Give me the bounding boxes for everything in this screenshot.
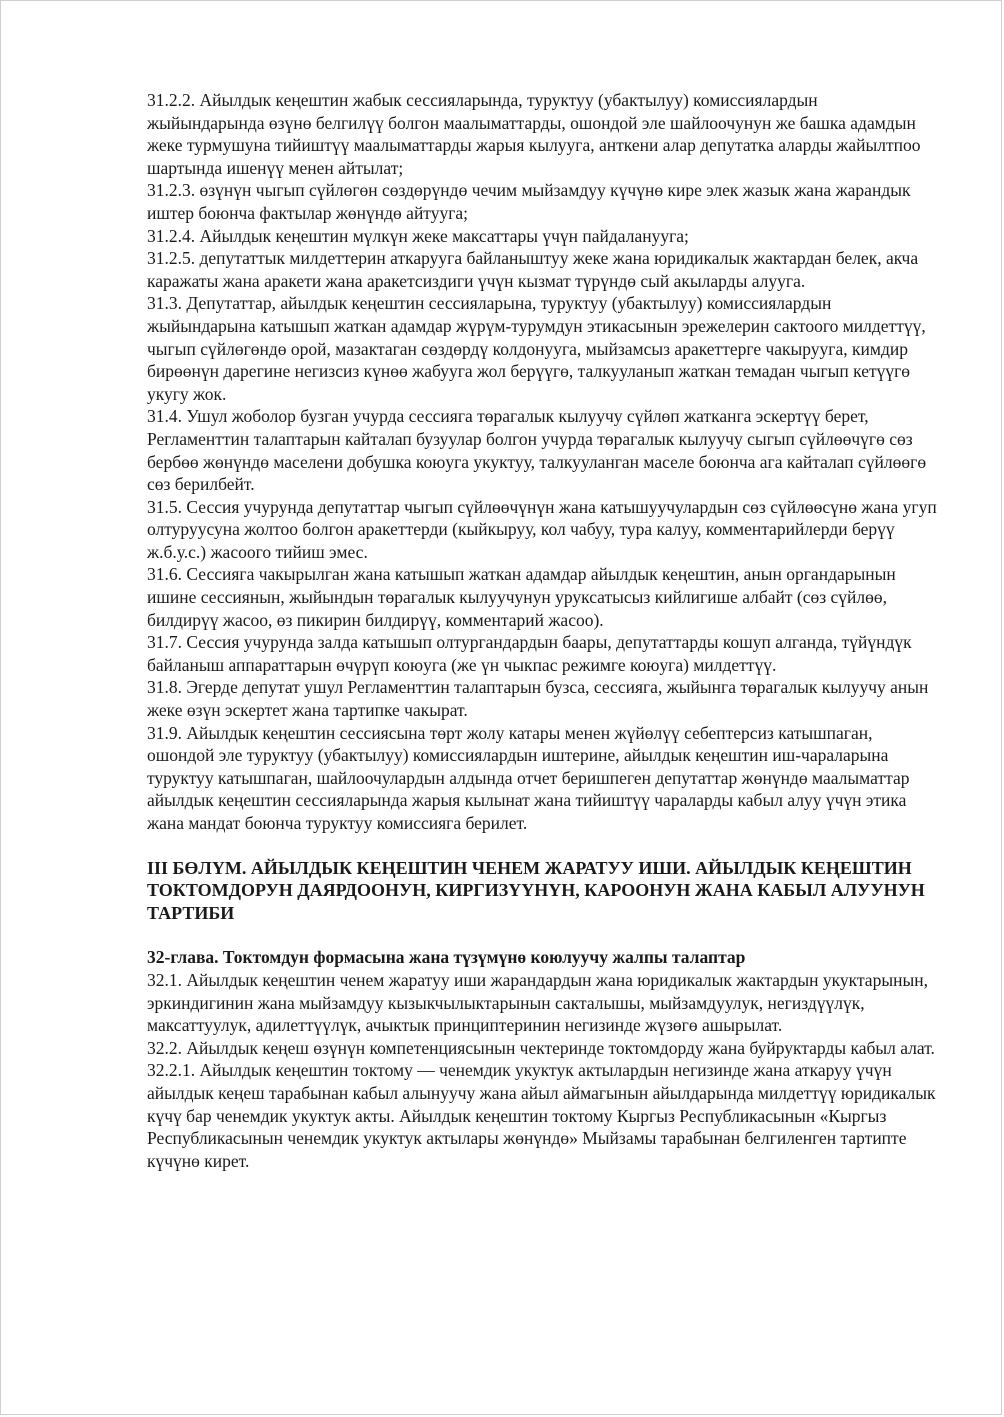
chapter-title: 32-глава. Токтомдун формасына жана түзүмүнө коюлуучу жалпы талаптар — [147, 947, 746, 968]
paragraph-31-4: 31.4. Ушул жоболор бузган учурда сессияга төрагалык кылуучу сүйлөп жатканга эскертүү берет, Регламенттин талаптарын кайталап бузуулар болгон учурда төрагалык кылуучу сыгып сүйлөөчүгө сөз бербөө жөнүндө маселени добушка коюуга укуктуу, талкууланган маселе боюнча ага кайталап сүйлөөгө сөз берилбейт. — [147, 406, 927, 495]
paragraph-31-9: 31.9. Айылдык кеңештин сессиясына төрт жолу катары менен жүйөлүү себептерсиз катышпаган, ошондой эле туруктуу (убактылуу) комиссиялардын иштерине, айылдык кеңештин иш-чараларына туруктуу катышпаган, шайлоочулардын алдында отчет беришпеген депутаттар жөнүндө маалыматтар айылдык кеңештин сессияларында жарыя кылынат жана тийиштүү чараларды кабыл алуу үчүн этика жана мандат боюнча туруктуу комиссияга берилет. — [147, 722, 910, 833]
paragraph-31-5: 31.5. Сессия учурунда депутаттар чыгып сүйлөөчүнүн жана катышуучулардын сөз сүйлөөсүнө жана угуп олтуруусуна жолтоо болгон аракеттерди (кыйкыруу, кол чабуу, тура калуу, комментарийлерди берүү ж.б.у.с.) жасоого тийиш эмес. — [147, 496, 937, 562]
section-title: III БӨЛҮМ. АЙЫЛДЫК КЕҢЕШТИН ЧЕНЕМ ЖАРАТУУ ИШИ. АЙЫЛДЫК КЕҢЕШТИН ТОКТОМДОРУН ДАЯРДООНУН, КИРГИЗҮҮНҮН, КАРООНУН ЖАНА КАБЫЛ АЛУУНУН ТАРТИБИ — [147, 857, 925, 923]
paragraph-31-7: 31.7. Сессия учурунда залда катышып олтургандардын баары, депутаттарды кошуп алганда, түйүндүк байланыш аппараттарын өчүрүп коюуга (же үн чыкпас режимге коюуга) милдеттүү. — [147, 632, 912, 675]
paragraph-32-2: 32.2. Айылдык кеңеш өзүнүн компетенциясынын чектеринде токтомдорду жана буйруктарды кабыл алат. — [147, 1037, 935, 1058]
paragraph-32-2-1: 32.2.1. Айылдык кеңештин токтому — ченемдик укуктук актылардын негизинде жана аткаруу үчүн айылдык кеңеш тарабынан кабыл алынуучу жана айыл аймагынын айылдарында милдеттүү юридикалык күчү бар ченемдик укуктук акты. Айылдык кеңештин токтому Кыргыз Республикасынын «Кыргыз Республикасынын ченемдик укуктук актылары жөнүндө» Мыйзамы тарабынан белгиленген тартипте күчүнө кирет. — [147, 1060, 936, 1171]
paragraph-31-2-5: 31.2.5. депутаттык милдеттерин аткарууга байланыштуу жеке жана юридикалык жактардан белек, акча каражаты жана аракети жана аракетсиздиги үчүн кызмат түрүндө сый акыларды алууга. — [147, 248, 919, 291]
paragraph-31-2-3: 31.2.3. өзүнүн чыгып сүйлөгөн сөздөрүндө чечим мыйзамдуу күчүнө кире элек жазык жана жарандык иштер боюнча фактылар жөнүндө айтууга; — [147, 180, 911, 223]
document-body — [147, 89, 937, 1172]
paragraph-31-6: 31.6. Сессияга чакырылган жана катышып жаткан адамдар айылдык кеңештин, анын органдарынын ишине сессиянын, жыйындын төрагалык кылуучунун уруксатысыз кийлигише албайт (сөз сүйлөө, билдирүү жасоо, өз пикирин билдирүү, комментарий жасоо). — [147, 564, 896, 630]
paragraph-31-3: 31.3. Депутаттар, айылдык кеңештин сессияларына, туруктуу (убактылуу) комиссиялардын жыйындарына катышып жаткан адамдар жүрүм-турумдун этикасынын эрежелерин сактоого милдеттүү, чыгып сүйлөгөндө орой, мазактаган сөздөрдү колдонууга, мыйзамсыз аракеттерге чакырууга, кимдир бирөөнүн дарегине негизсиз күнөө жабууга жол берүүгө, талкууланып жаткан темадан чыгып кетүүгө укугу жок. — [147, 293, 926, 404]
paragraph-32-1: 32.1. Айылдык кеңештин ченем жаратуу иши жарандардын жана юридикалык жактардын укуктарынын, эркиндигинин жана мыйзамдуу кызыкчылыктарынын сакталышы, мыйзамдуулук, негиздүүлүк, максаттуулук, адилеттүүлүк, ачыктык принциптеринин негизинде жүзөгө ашырылат. — [147, 969, 928, 1036]
paragraph-31-8: 31.8. Эгерде депутат ушул Регламенттин талаптарын бузса, сессияга, жыйынга төрагалык кылуучу анын жеке өзүн эскертет жана тартипке чакырат. — [147, 677, 929, 721]
paragraph-31-2-2: 31.2.2. Айылдык кеңештин жабык сессияларында, туруктуу (убактылуу) комиссиялардын жыйындарында өзүнө белгилүү болгон маалыматтарды, ошондой эле шайлоочунун же башка адамдын жеке турмушуна тийиштүү маалыматтарды жарыя кылууга, анткени алар депутатка аларды жайылтпоо шартында ишенүү менен айтылат; — [147, 90, 921, 178]
paragraph-31-2-4: 31.2.4. Айылдык кеңештин мүлкүн жеке максаттары үчүн пайдаланууга; — [147, 225, 689, 246]
